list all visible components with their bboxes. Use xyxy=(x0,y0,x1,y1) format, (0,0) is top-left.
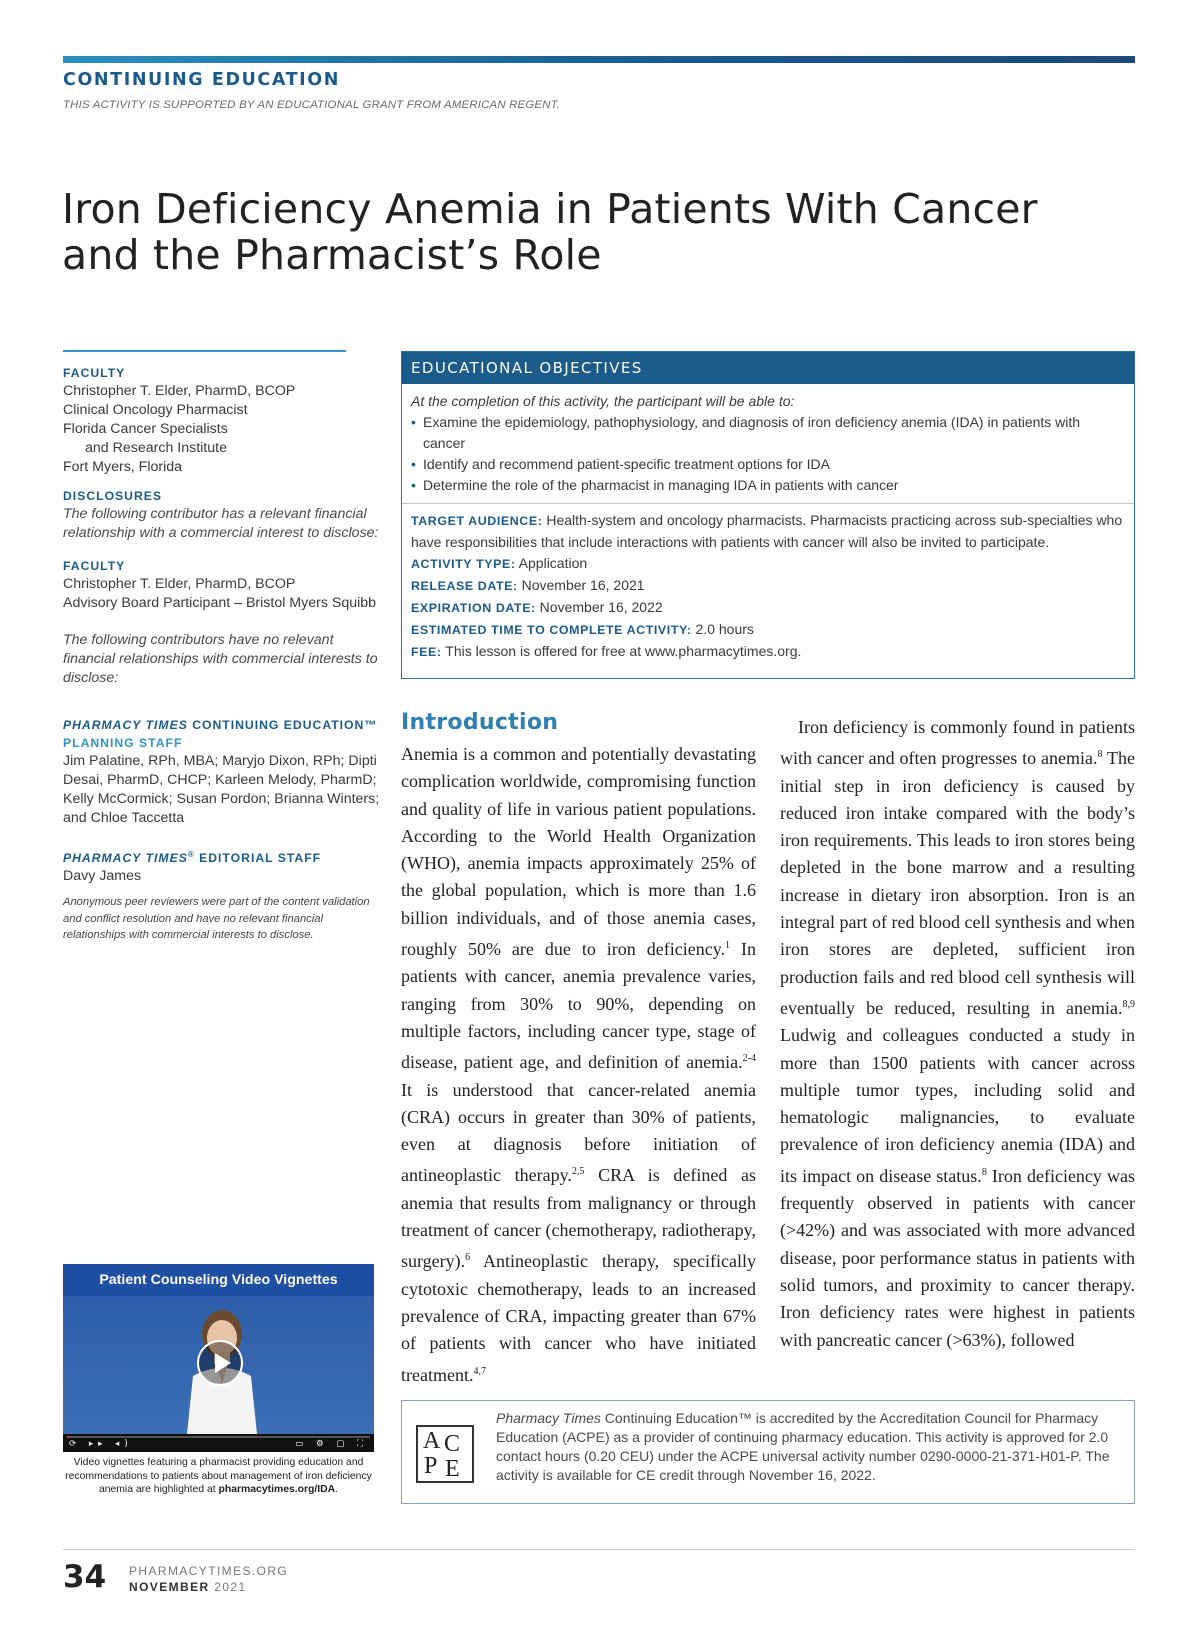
video-caption-end: . xyxy=(335,1484,339,1495)
activity-type xyxy=(411,553,1124,575)
faculty-org: Florida Cancer Specialists xyxy=(63,421,228,437)
editorial-brand: PHARMACY TIMES xyxy=(63,851,188,866)
accreditation-statement: Continuing Education™ is accredited by the Accreditation Council for Pharmacy Education (ACPE) as a provider of continuing pharmacy education. This activity is approved for 2.0 contact hours (0.20 CEU) under the ACPE universal activity number 0290-0000-21-371-H01-P. The activity is available for CE credit through November 16, 2022. xyxy=(496,1410,1110,1483)
acpe-logo-letter: E xyxy=(445,1456,460,1482)
objectives-divider xyxy=(402,503,1134,504)
disclosures-heading: DISCLOSURES xyxy=(63,489,163,503)
accreditation-brand: Pharmacy Times xyxy=(496,1410,601,1426)
title-line-2: and the Pharmacist’s Role xyxy=(62,231,602,279)
faculty-role: Clinical Oncology Pharmacist xyxy=(63,402,248,418)
video-controls xyxy=(63,1434,374,1452)
planning-heading xyxy=(63,716,383,734)
citation: 2-4 xyxy=(742,1053,756,1065)
objectives-heading: EDUCATIONAL OBJECTIVES xyxy=(402,352,1134,384)
citation: 8 xyxy=(1097,749,1103,761)
acpe-logo xyxy=(416,1425,474,1483)
video-caption xyxy=(63,1456,374,1497)
fee-value: This lesson is offered for free at www.pharmacytimes.org. xyxy=(441,643,802,659)
estimated-time xyxy=(411,619,1124,641)
editorial-reg-mark: ® xyxy=(187,850,195,859)
body-text: Antineoplastic therapy, specifically cytotoxic chemotherapy, leads to an increased prevalence of CRA, impacting greater than 67% of patients with cancer who have initiated treatment. xyxy=(401,1251,756,1385)
footer-year: 2021 xyxy=(209,1580,247,1594)
expiration-date xyxy=(411,597,1124,619)
page-title xyxy=(62,186,1132,278)
sidebar xyxy=(63,364,383,944)
faculty-org-continued: and Research Institute xyxy=(85,440,227,456)
body-paragraph xyxy=(780,714,1135,1354)
release-date xyxy=(411,575,1124,597)
video-progress-fill xyxy=(67,1436,70,1438)
playback-controls-icon[interactable]: ⟳ ▸▸ ◂) xyxy=(69,1439,133,1449)
estimated-time-value: 2.0 hours xyxy=(691,621,754,637)
citation: 4,7 xyxy=(473,1365,486,1377)
faculty-disclosure-heading: FACULTY xyxy=(63,559,126,573)
section-label: CONTINUING EDUCATION xyxy=(63,70,340,90)
objective-item: • Examine the epidemiology, pathophysiology, and diagnosis of iron deficiency anemia (IDA) in patients with cancer xyxy=(411,412,1124,454)
citation: 2,5 xyxy=(571,1166,585,1178)
objective-item: • Determine the role of the pharmacist in managing IDA in patients with cancer xyxy=(411,475,1124,496)
faculty-disclosure-name: Christopher T. Elder, PharmD, BCOP xyxy=(63,576,296,592)
citation: 8,9 xyxy=(1122,998,1135,1010)
settings-fullscreen-icon[interactable]: ▭ ⚙ ▢ ⛶ xyxy=(295,1439,368,1449)
objectives-box xyxy=(401,351,1135,679)
body-text: In patients with cancer, anemia prevalence varies, ranging from 30% to 90%, depending on multiple factors, including cancer type, stage of disease, patient age, and definition of anemia. xyxy=(401,939,756,1073)
footer-rule xyxy=(63,1549,1135,1550)
estimated-time-label: ESTIMATED TIME TO COMPLETE ACTIVITY: xyxy=(411,623,692,637)
body-text: CRA is defined as anemia that results from malignancy or through treatment of cancer (chemotherapy, radiotherapy, surgery). xyxy=(401,1165,756,1272)
body-text: It is understood that cancer-related anemia (CRA) occurs in greater than 30% of patients, even at diagnosis before initiation of antineoplastic therapy. xyxy=(401,1079,756,1186)
faculty-city: Fort Myers, Florida xyxy=(63,459,183,475)
body-text: Ludwig and colleagues conducted a study in more than 1500 patients with cancer across multiple tumor types, including solid and hematologic malignancies, to evaluate prevalence of iron deficiency anemia (IDA) and its impact on disease status. xyxy=(780,1025,1135,1186)
page-number: 34 xyxy=(63,1559,107,1595)
body-text: Anemia is a common and potentially devastating complication worldwide, compromising function and quality of life in various patient populations. According to the World Health Organization (WHO), anemia impacts approximately 25% of the global population, which is more than 1.6 billion individuals, and of those anemia cases, roughly 50% are due to iron deficiency. xyxy=(401,744,756,960)
header-accent-bar xyxy=(63,56,1135,63)
target-audience xyxy=(411,510,1124,553)
activity-type-value: Application xyxy=(515,555,588,571)
editorial-heading-rest: EDITORIAL STAFF xyxy=(194,851,322,866)
editorial-staff-name: Davy James xyxy=(63,868,142,885)
grant-support-note: THIS ACTIVITY IS SUPPORTED BY AN EDUCATIONAL GRANT FROM AMERICAN REGENT. xyxy=(63,99,561,111)
faculty-name: Christopher T. Elder, PharmD, BCOP xyxy=(63,383,296,399)
planning-brand: PHARMACY TIMES xyxy=(63,718,188,732)
planning-staff-names: Jim Palatine, RPh, MBA; Maryjo Dixon, RPh; Dipti Desai, PharmD, CHCP; Karleen Melody, PharmD; Kelly McCormick; Susan Pordon; Brianna Winters; and Chloe Taccetta xyxy=(63,753,380,826)
footer-issue-date xyxy=(129,1580,247,1594)
faculty-disclosure-detail: Advisory Board Participant – Bristol Myers Squibb xyxy=(63,595,377,611)
citation: 8 xyxy=(981,1166,987,1178)
editorial-heading xyxy=(63,846,383,867)
article-column-2 xyxy=(780,714,1135,1354)
target-audience-label: TARGET AUDIENCE: xyxy=(411,514,543,528)
fee-label: FEE: xyxy=(411,645,442,659)
expiration-date-value: November 16, 2022 xyxy=(535,599,663,615)
acpe-logo-letter: A xyxy=(423,1428,441,1454)
reviewers-note: Anonymous peer reviewers were part of the content validation and conflict resolution and have no relevant financial relationships with commercial interests to disclose. xyxy=(63,896,370,942)
acpe-logo-letter: C xyxy=(444,1431,461,1457)
article-column-1 xyxy=(401,741,756,1389)
acpe-logo-letter: P xyxy=(424,1453,438,1479)
citation: 6 xyxy=(465,1252,471,1264)
activity-type-label: ACTIVITY TYPE: xyxy=(411,557,516,571)
video-player[interactable] xyxy=(63,1264,374,1452)
objectives-lead: At the completion of this activity, the participant will be able to: xyxy=(411,393,795,409)
footer-month: NOVEMBER xyxy=(129,1580,210,1594)
target-audience-text: Health-system and oncology pharmacists. Pharmacists practicing across sub-specialties who have responsibilities that include interactions with patients with cancer will also be invited to participate. xyxy=(411,512,1123,550)
video-caption-link[interactable]: pharmacytimes.org/IDA xyxy=(218,1484,336,1495)
disclosures-text: The following contributor has a relevant financial relationship with a commercial interest to disclose: xyxy=(63,506,379,541)
accreditation-box xyxy=(401,1400,1135,1504)
fee xyxy=(411,641,1124,663)
objective-item: • Identify and recommend patient-specific treatment options for IDA xyxy=(411,454,1124,475)
intro-paragraph xyxy=(401,741,756,1389)
planning-heading-rest: CONTINUING EDUCATION™ xyxy=(187,718,378,732)
play-button[interactable] xyxy=(197,1340,243,1386)
sidebar-rule xyxy=(63,350,346,352)
citation: 1 xyxy=(725,940,731,952)
expiration-date-label: EXPIRATION DATE: xyxy=(411,601,536,615)
video-frame[interactable] xyxy=(63,1296,374,1434)
title-line-1: Iron Deficiency Anemia in Patients With Cancer xyxy=(62,185,1038,233)
release-date-value: November 16, 2021 xyxy=(517,577,645,593)
footer-site: PHARMACYTIMES.ORG xyxy=(129,1564,289,1578)
faculty-heading: FACULTY xyxy=(63,366,126,380)
accreditation-text xyxy=(496,1409,1116,1485)
no-relationship-text: The following contributors have no relevant financial relationships with commercial interests to disclose: xyxy=(63,632,378,686)
introduction-heading: Introduction xyxy=(401,710,559,735)
video-title: Patient Counseling Video Vignettes xyxy=(99,1272,338,1288)
video-progress-bar[interactable] xyxy=(67,1436,370,1438)
body-text: The initial step in iron deficiency is caused by reduced iron intake compared with the body’s iron requirements. This leads to iron stores being depleted in the bone marrow and a resulting increase in dietary iron absorption. Iron is an integral part of red blood cell synthesis and when iron stores are depleted, sufficient iron production fails and red blood cell synthesis will eventually be reduced, resulting in anemia. xyxy=(780,748,1135,1018)
release-date-label: RELEASE DATE: xyxy=(411,579,518,593)
body-text: Iron deficiency was frequently observed in patients with cancer (>42%) and was associated with more advanced disease, poor performance status in patients with solid tumors, and proximity to cancer therapy. Iron deficiency rates were highest in patients with pancreatic cancer (>63%), followed xyxy=(780,1165,1136,1350)
planning-staff-heading: PLANNING STAFF xyxy=(63,736,183,750)
body-text: Iron deficiency is commonly found in patients with cancer and often progresses to anemia. xyxy=(780,717,1135,769)
video-caption-text: Video vignettes featuring a pharmacist providing education and recommendations to patients about management of iron deficiency anemia are highlighted at xyxy=(65,1457,372,1495)
